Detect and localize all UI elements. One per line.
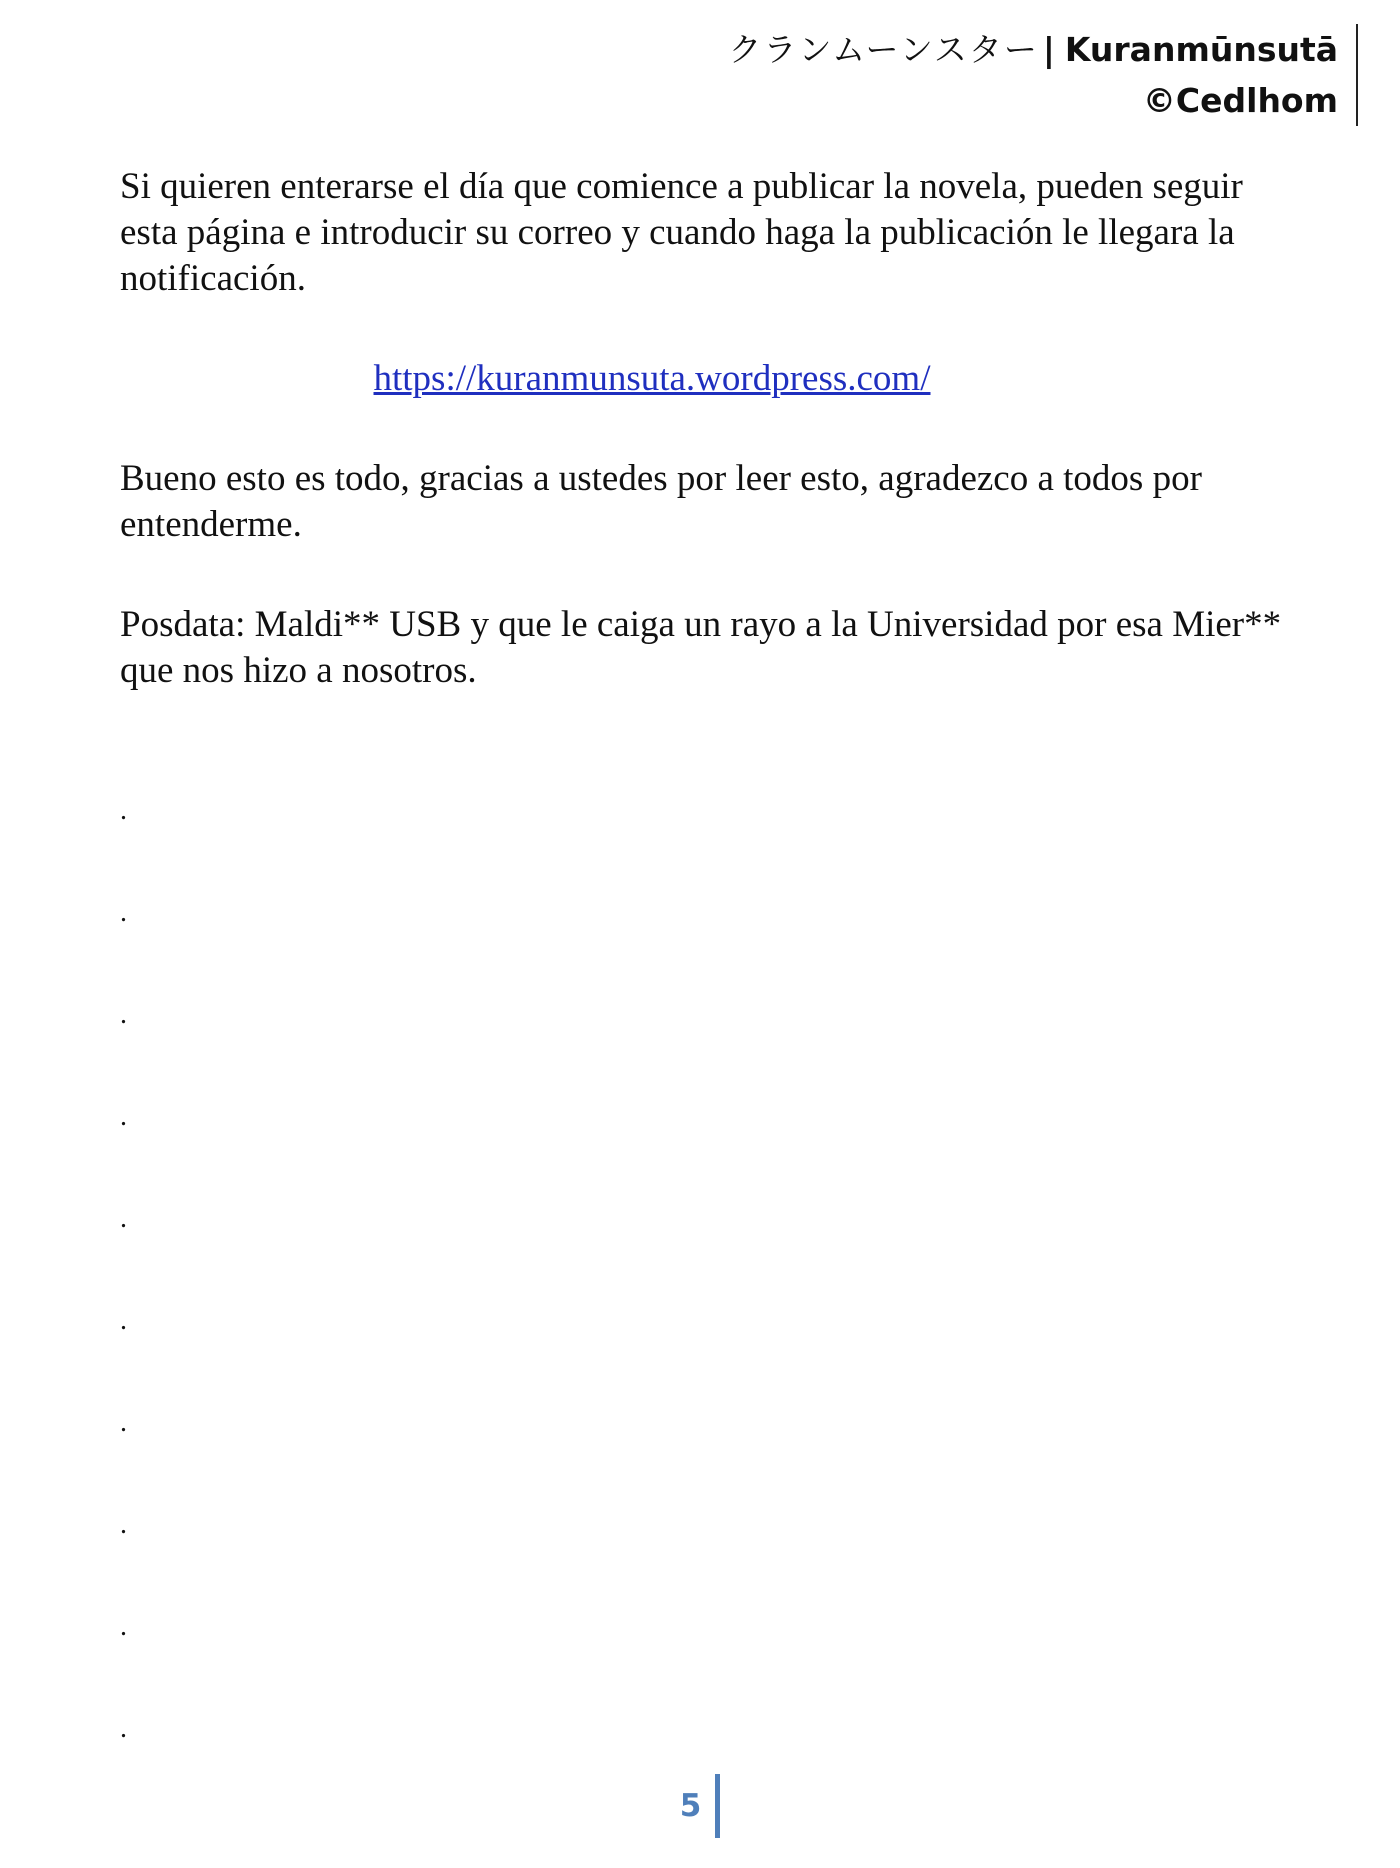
dot-separator: .: [120, 999, 127, 1030]
page-number: 5: [680, 1774, 721, 1838]
header-separator: |: [1042, 30, 1055, 69]
dot-separator: .: [120, 1305, 127, 1336]
dot-separator: .: [120, 1611, 127, 1642]
paragraph-subscribe: Si quieren enterarse el día que comience a publicar la novela, pueden seguir esta página e introducir su correo y cuando haga la publicación le llegara la notificación.: [120, 166, 1243, 299]
page-body: [120, 164, 1300, 694]
dot-separator: .: [120, 1101, 127, 1132]
paragraph-postscript: Posdata: Maldi** USB y que le caiga un rayo a la Universidad por esa Mier** que nos hizo a nosotros.: [120, 604, 1282, 691]
paragraph-thanks: Bueno esto es todo, gracias a ustedes por leer esto, agradezco a todos por entenderme.: [120, 458, 1202, 545]
blog-link[interactable]: https://kuranmunsuta.wordpress.com/: [373, 358, 931, 399]
dot-separator: .: [120, 1509, 127, 1540]
dot-separator: .: [120, 897, 127, 928]
dot-separator: .: [120, 795, 127, 826]
dot-separator: .: [120, 1713, 127, 1744]
page-header: [728, 24, 1358, 126]
dot-separators: [120, 760, 127, 1780]
romaji-title: Kuranmūnsutā: [1064, 30, 1338, 69]
japanese-title: クランムーンスター: [728, 30, 1039, 69]
page-footer: [0, 1774, 1400, 1838]
link-line: [120, 356, 1300, 402]
dot-separator: .: [120, 1203, 127, 1234]
dot-separator: .: [120, 1407, 127, 1438]
copyright-notice: ©Cedlhom: [1142, 81, 1338, 120]
header-title-line: [728, 24, 1338, 75]
